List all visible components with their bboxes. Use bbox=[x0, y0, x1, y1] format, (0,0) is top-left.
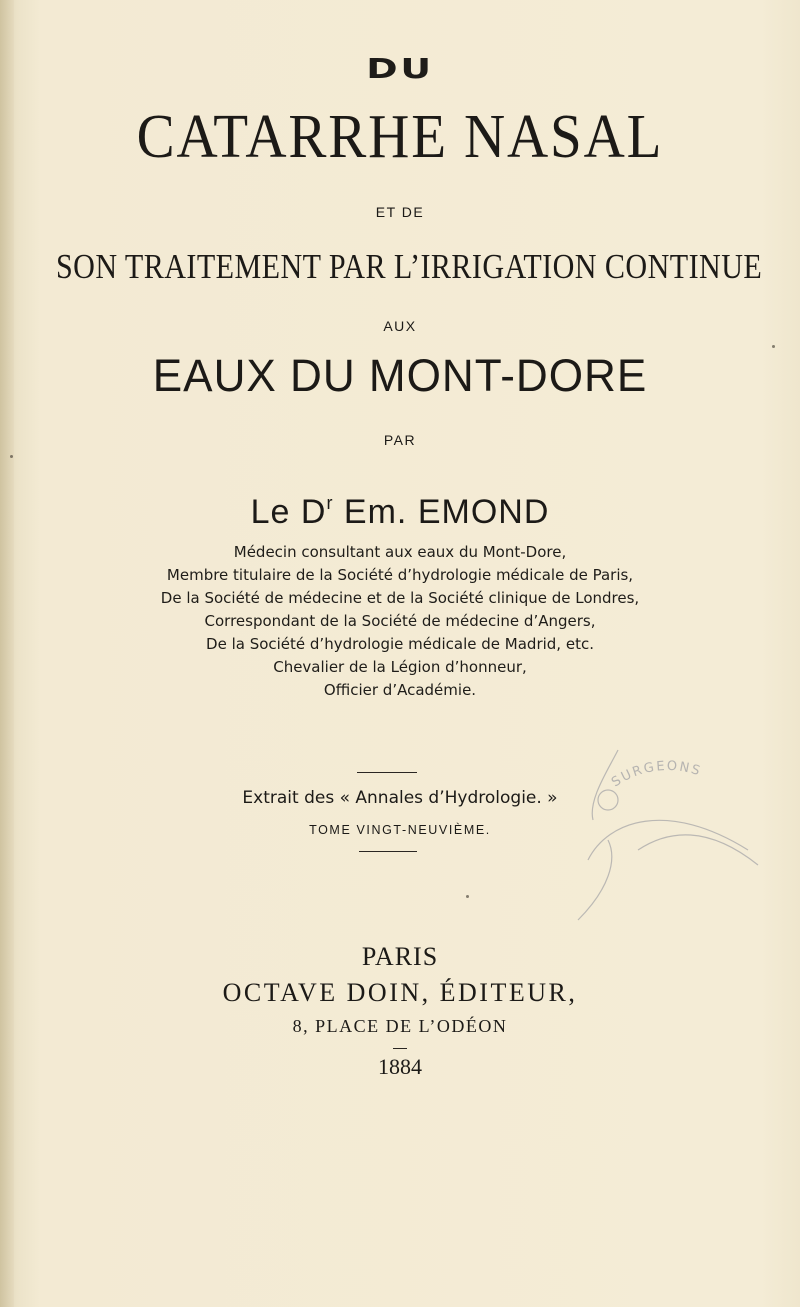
credential-line: Membre titulaire de la Société d’hydrologie médicale de Paris, bbox=[166, 566, 634, 584]
author-dr bbox=[301, 493, 334, 531]
imprint-address: 8, PLACE DE L’ODÉON bbox=[292, 1016, 508, 1036]
imprint-city: PARIS bbox=[361, 942, 439, 971]
stamp-text: SURGEONS bbox=[609, 758, 704, 791]
imprint-year: 1884 bbox=[378, 1054, 422, 1079]
library-stamp bbox=[548, 740, 778, 970]
imprint-publisher: OCTAVE DOIN, ÉDITEUR, bbox=[222, 978, 578, 1007]
divider-rule bbox=[393, 1048, 407, 1049]
page-edge-stain bbox=[0, 0, 14, 1307]
extract-line: Extrait des « Annales d’Hydrologie. » bbox=[242, 788, 558, 808]
author-last-name: EMOND bbox=[417, 493, 550, 531]
credential-line: Chevalier de la Légion d’honneur, bbox=[273, 658, 527, 676]
credential-line: Officier d’Académie. bbox=[323, 681, 477, 699]
title-traitement: SON TRAITEMENT PAR L’IRRIGATION CONTINUE bbox=[56, 247, 763, 286]
author-dr-letter: D bbox=[300, 493, 327, 531]
author-dr-superscript: r bbox=[326, 493, 334, 513]
connector-par: PAR bbox=[383, 432, 417, 448]
title-catarrhe-nasal: CATARRHE NASAL bbox=[136, 103, 664, 171]
stamp-stroke bbox=[578, 840, 612, 920]
divider-rule bbox=[357, 772, 417, 773]
foxing-spot bbox=[772, 345, 775, 348]
title-eaux-mont-dore: EAUX DU MONT-DORE bbox=[152, 350, 648, 401]
stamp-stroke bbox=[598, 790, 618, 810]
credential-line: De la Société de médecine et de la Société clinique de Londres, bbox=[160, 589, 640, 607]
tome-line: TOME VINGT-NEUVIÈME. bbox=[309, 823, 491, 837]
divider-rule bbox=[359, 851, 417, 852]
foxing-spot bbox=[466, 895, 469, 898]
credential-line: Correspondant de la Société de médecine d’Angers, bbox=[204, 612, 596, 630]
title-prefix-du: DU bbox=[366, 52, 434, 85]
author-le: Le bbox=[250, 493, 291, 531]
foxing-spot bbox=[10, 455, 13, 458]
credential-line: Médecin consultant aux eaux du Mont-Dore, bbox=[233, 543, 567, 561]
connector-et-de: ET DE bbox=[375, 204, 425, 220]
connector-aux: AUX bbox=[383, 318, 417, 334]
author-first-name: Em. bbox=[343, 493, 408, 531]
author-line bbox=[0, 493, 800, 532]
stamp-stroke bbox=[638, 835, 758, 865]
credential-line: De la Société d’hydrologie médicale de Madrid, etc. bbox=[206, 635, 594, 653]
